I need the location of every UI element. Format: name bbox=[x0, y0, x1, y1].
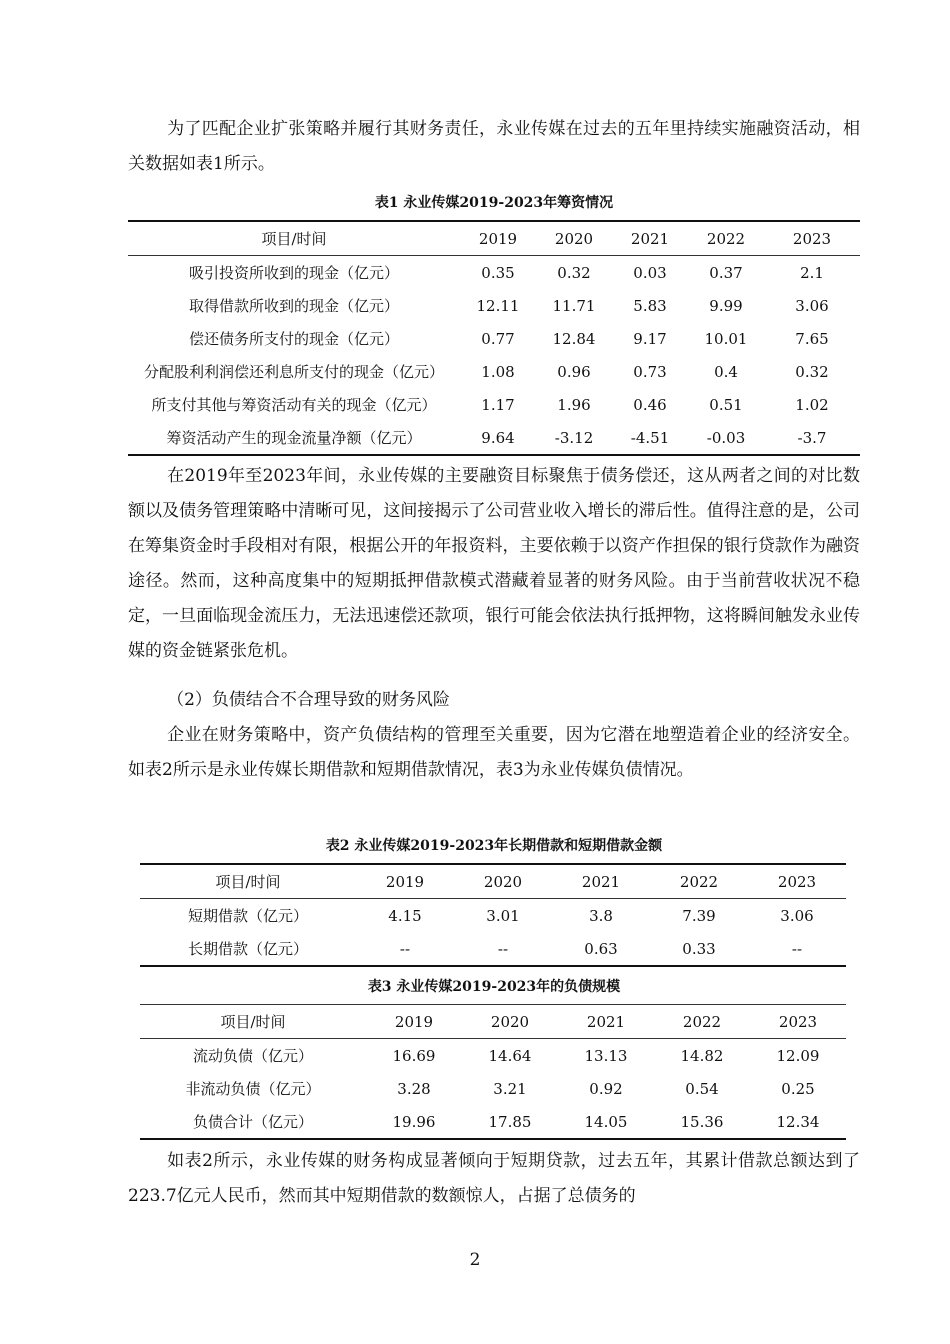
table-cell: 吸引投资所收到的现金（亿元） bbox=[188, 264, 399, 282]
table-cell: 负债合计（亿元） bbox=[192, 1113, 313, 1131]
table-cell: 1.17 bbox=[481, 395, 515, 414]
table-cell: 0.46 bbox=[633, 395, 667, 414]
table-row bbox=[140, 932, 846, 966]
table2-header-row bbox=[140, 864, 846, 899]
table-cell: 所支付其他与筹资活动有关的现金（亿元） bbox=[151, 396, 437, 414]
table3-header-cell: 2023 bbox=[750, 1005, 846, 1039]
table-cell: 0.73 bbox=[633, 362, 667, 381]
table3-header-cell: 2019 bbox=[366, 1005, 462, 1039]
table-cell: 0.37 bbox=[709, 263, 743, 282]
table-cell: 取得借款所收到的现金（亿元） bbox=[188, 297, 399, 315]
table-cell: -- bbox=[497, 939, 509, 958]
table3-header-cell: 项目/时间 bbox=[140, 1005, 366, 1039]
table-cell: -- bbox=[399, 939, 411, 958]
table1-header-cell: 2021 bbox=[612, 221, 688, 256]
table-row bbox=[140, 899, 846, 933]
table1-financing bbox=[128, 220, 860, 456]
table-cell: 1.08 bbox=[481, 362, 515, 381]
table3-caption: 表3 永业传媒2019-2023年的负债规模 bbox=[367, 979, 621, 995]
table-cell: 13.13 bbox=[584, 1046, 628, 1065]
table-cell: 长期借款（亿元） bbox=[187, 940, 308, 958]
table-cell: 16.69 bbox=[392, 1046, 436, 1065]
table-row bbox=[128, 421, 860, 455]
table-cell: 9.64 bbox=[481, 428, 515, 447]
table-cell: 偿还债务所支付的现金（亿元） bbox=[188, 330, 399, 348]
table-cell: 3.06 bbox=[795, 296, 829, 315]
table-row bbox=[128, 256, 860, 290]
table-cell: 0.51 bbox=[709, 395, 743, 414]
table-cell: 19.96 bbox=[392, 1112, 436, 1131]
table-cell: 10.01 bbox=[704, 329, 748, 348]
table-cell: 筹资活动产生的现金流量净额（亿元） bbox=[166, 429, 422, 447]
table-row bbox=[128, 289, 860, 322]
table1-caption: 表1 永业传媒2019-2023年筹资情况 bbox=[374, 195, 614, 211]
table-cell: 12.11 bbox=[476, 296, 520, 315]
table-cell: 0.32 bbox=[795, 362, 829, 381]
table-cell: 9.99 bbox=[709, 296, 743, 315]
table-cell: 0.03 bbox=[633, 263, 667, 282]
table-cell: 11.71 bbox=[552, 296, 596, 315]
table2-caption: 表2 永业传媒2019-2023年长期借款和短期借款金额 bbox=[325, 838, 663, 854]
paragraph-structure: 企业在财务策略中，资产负债结构的管理至关重要，因为它潜在地塑造着企业的经济安全。如表2所示是永业传媒长期借款和短期借款情况，表3为永业传媒负债情况。 bbox=[128, 725, 860, 780]
table-cell: -4.51 bbox=[630, 428, 670, 447]
table-row bbox=[128, 388, 860, 421]
table-cell: 9.17 bbox=[633, 329, 667, 348]
table-cell: 流动负债（亿元） bbox=[192, 1047, 313, 1065]
table2-header-cell: 2023 bbox=[748, 864, 846, 899]
table-cell: 0.63 bbox=[584, 939, 618, 958]
table-cell: 0.54 bbox=[685, 1079, 719, 1098]
table-cell: 3.21 bbox=[493, 1079, 527, 1098]
table-cell: 3.8 bbox=[589, 906, 613, 925]
table3-header-cell: 2021 bbox=[558, 1005, 654, 1039]
table-cell: 12.34 bbox=[776, 1112, 820, 1131]
table-cell: 3.28 bbox=[397, 1079, 431, 1098]
table-cell: 分配股利利润偿还利息所支付的现金（亿元） bbox=[143, 363, 444, 381]
table-row bbox=[140, 1072, 846, 1105]
table-row bbox=[128, 355, 860, 388]
table-cell: 12.09 bbox=[776, 1046, 820, 1065]
table3-header-row bbox=[140, 1005, 846, 1039]
table1-header-cell: 2019 bbox=[460, 221, 536, 256]
table1-header-cell: 2022 bbox=[688, 221, 764, 256]
table-cell: 14.05 bbox=[584, 1112, 628, 1131]
table-cell: 14.64 bbox=[488, 1046, 532, 1065]
table-cell: 1.02 bbox=[795, 395, 829, 414]
table-cell: 12.84 bbox=[552, 329, 596, 348]
table-cell: 17.85 bbox=[488, 1112, 532, 1131]
table-cell: 0.33 bbox=[682, 939, 716, 958]
table-cell: 0.4 bbox=[714, 362, 738, 381]
paragraph-conclusion: 如表2所示，永业传媒的财务构成显著倾向于短期贷款，过去五年，其累计借款总额达到了223.7亿元人民币，然而其中短期借款的数额惊人，占据了总债务的 bbox=[128, 1151, 860, 1206]
section-heading-2: （2）负债结合不合理导致的财务风险 bbox=[167, 690, 450, 710]
table-cell: 7.39 bbox=[682, 906, 716, 925]
table-cell: 非流动负债（亿元） bbox=[185, 1080, 321, 1098]
table-cell: 0.25 bbox=[781, 1079, 815, 1098]
table-row bbox=[128, 322, 860, 355]
table-cell: 1.96 bbox=[557, 395, 591, 414]
paragraph-intro: 为了匹配企业扩张策略并履行其财务责任，永业传媒在过去的五年里持续实施融资活动，相关数据如表1所示。 bbox=[128, 119, 860, 174]
table2-header-cell: 2022 bbox=[650, 864, 748, 899]
table-cell: -- bbox=[791, 939, 803, 958]
table2-loans bbox=[140, 863, 846, 967]
table-cell: -3.7 bbox=[797, 428, 827, 447]
table-cell: 14.82 bbox=[680, 1046, 724, 1065]
table-cell: 3.01 bbox=[486, 906, 520, 925]
table2-header-cell: 2020 bbox=[454, 864, 552, 899]
table-cell: 0.92 bbox=[589, 1079, 623, 1098]
table-cell: 15.36 bbox=[680, 1112, 724, 1131]
table1-header-row bbox=[128, 221, 860, 256]
table-cell: 0.35 bbox=[481, 263, 515, 282]
table-cell: 2.1 bbox=[800, 263, 824, 282]
table-cell: 3.06 bbox=[780, 906, 814, 925]
table3-liabilities bbox=[140, 1004, 846, 1140]
table3-header-cell: 2022 bbox=[654, 1005, 750, 1039]
table-cell: 0.32 bbox=[557, 263, 591, 282]
paragraph-analysis: 在2019年至2023年间，永业传媒的主要融资目标聚焦于债务偿还，这从两者之间的对比数额以及债务管理策略中清晰可见，这间接揭示了公司营业收入增长的滞后性。值得注意的是，公司在筹集资金时手段相对有限，根据公开的年报资料，主要依赖于以资产作担保的银行贷款作为融资途径。然而，这种高度集中的短期抵押借款模式潜藏着显著的财务风险。由于当前营收状况不稳定，一旦面临现金流压力，无法迅速偿还款项，银行可能会依法执行抵押物，这将瞬间触发永业传媒的资金链紧张危机。 bbox=[128, 466, 860, 661]
table-cell: 0.77 bbox=[481, 329, 515, 348]
table-cell: 短期借款（亿元） bbox=[187, 907, 308, 925]
table1-header-cell: 2023 bbox=[764, 221, 860, 256]
table1-header-cell: 2020 bbox=[536, 221, 612, 256]
table-row bbox=[140, 1039, 846, 1073]
table1-header-cell: 项目/时间 bbox=[128, 221, 460, 256]
table2-header-cell: 项目/时间 bbox=[140, 864, 356, 899]
table-cell: 4.15 bbox=[388, 906, 422, 925]
table-cell: 0.96 bbox=[557, 362, 591, 381]
table-row bbox=[140, 1105, 846, 1139]
page-number: 2 bbox=[469, 1250, 481, 1270]
table-cell: 5.83 bbox=[633, 296, 667, 315]
table3-header-cell: 2020 bbox=[462, 1005, 558, 1039]
table-cell: 7.65 bbox=[795, 329, 829, 348]
table-cell: -3.12 bbox=[554, 428, 594, 447]
table2-header-cell: 2021 bbox=[552, 864, 650, 899]
table2-header-cell: 2019 bbox=[356, 864, 454, 899]
table-cell: -0.03 bbox=[706, 428, 746, 447]
